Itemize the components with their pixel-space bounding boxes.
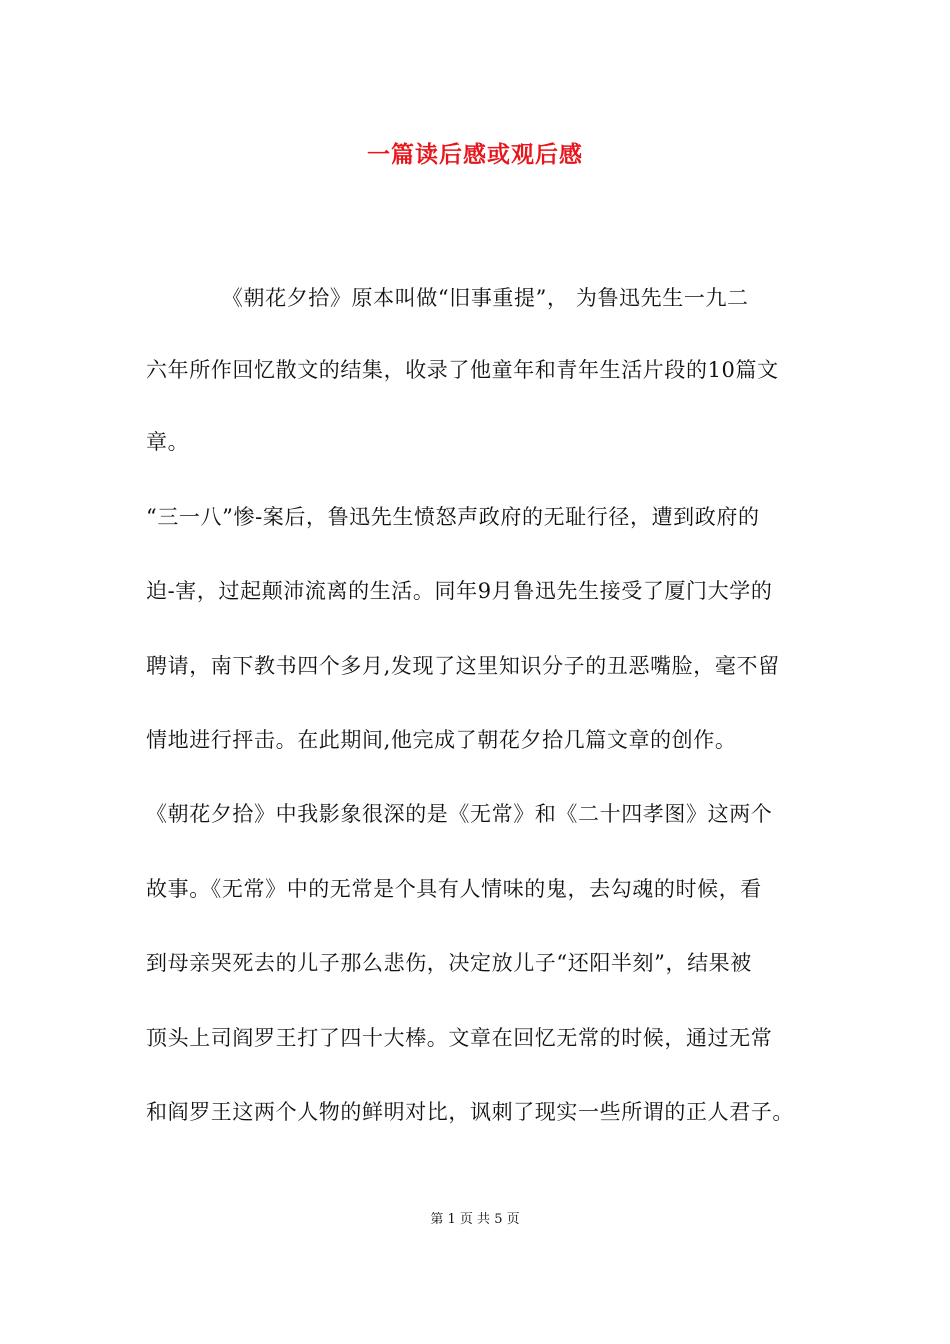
- paragraph-line-2: 六年所作回忆散文的结集，收录了他童年和青年生活片段的10篇文: [146, 358, 779, 382]
- paragraph-line-3: 章。: [146, 430, 190, 454]
- page-footer: 第 1 页 共 5 页: [430, 1212, 520, 1227]
- paragraph-line-6: 聘请，南下教书四个多月,发现了这里知识分子的丑恶嘴脸，毫不留: [146, 654, 780, 678]
- paragraph-line-7: 情地进行抨击。在此期间,他完成了朝花夕拾几篇文章的创作。: [146, 728, 737, 752]
- paragraph-line-9: 故事。《无常》中的无常是个具有人情味的鬼，去勾魂的时候，看: [146, 877, 762, 901]
- paragraph-line-1: 《朝花夕拾》原本叫做“旧事重提”， 为鲁迅先生一九二: [146, 286, 749, 310]
- paragraph-line-12: 和阎罗王这两个人物的鲜明对比，讽刺了现实一些所谓的正人君子。: [146, 1100, 794, 1124]
- paragraph-line-8: 《朝花夕拾》中我影象很深的是《无常》和《二十四孝图》这两个: [146, 802, 773, 826]
- paragraph-line-4: “三一八”惨-案后，鲁迅先生愤怒声政府的无耻行径，遭到政府的: [146, 505, 760, 529]
- document-title: 一篇读后感或观后感: [367, 141, 583, 168]
- paragraph-line-5: 迫-害，过起颠沛流离的生活。同年9月鲁迅先生接受了厦门大学的: [146, 579, 773, 603]
- paragraph-line-11: 顶头上司阎罗王打了四十大棒。文章在回忆无常的时候，通过无常: [146, 1026, 773, 1050]
- paragraph-line-10: 到母亲哭死去的儿子那么悲伤，决定放儿子“还阳半刻”，结果被: [146, 951, 752, 975]
